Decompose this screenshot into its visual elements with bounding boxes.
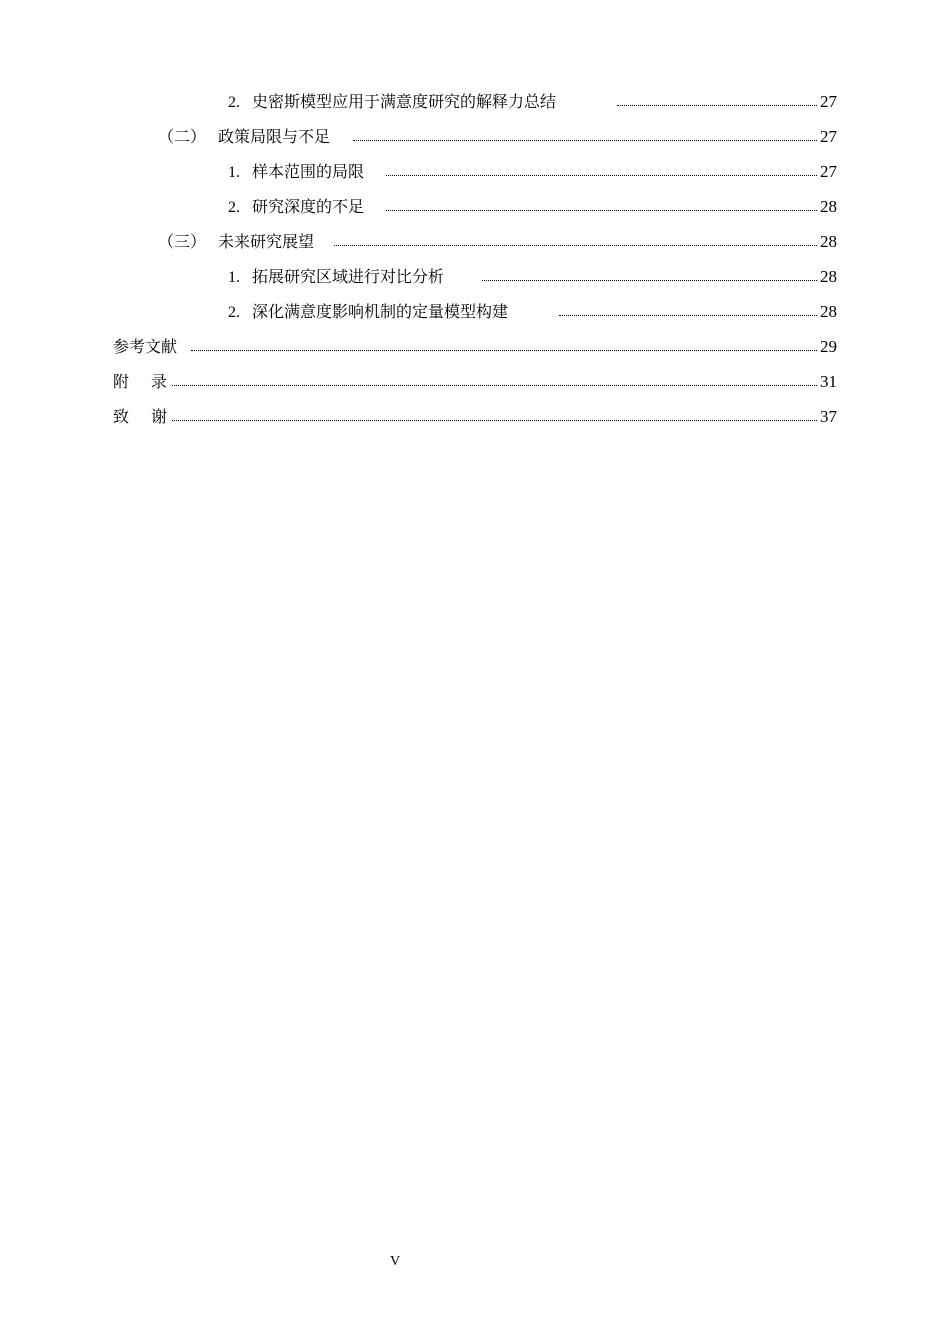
toc-entry[interactable] [0, 335, 950, 370]
toc-entry-marker: （二） [158, 127, 207, 146]
toc-page-number: 28 [820, 197, 837, 216]
toc-page-number: 27 [820, 127, 837, 146]
toc-entry-title: 研究深度的不足 [252, 197, 365, 216]
toc-entry-marker: 1. [228, 164, 240, 181]
toc-entry-marker: 2. [228, 94, 240, 111]
toc-leader-dots [334, 245, 817, 246]
toc-entry[interactable] [0, 370, 950, 405]
toc-entry-marker: 1. [228, 269, 240, 286]
toc-entry[interactable] [0, 195, 950, 230]
toc-page-number: 28 [820, 232, 837, 251]
toc-page-number: 29 [820, 337, 837, 356]
toc-entry[interactable] [0, 90, 950, 125]
table-of-contents [0, 90, 950, 440]
toc-entry[interactable] [0, 230, 950, 265]
toc-leader-dots [172, 385, 817, 386]
toc-entry[interactable] [0, 405, 950, 440]
toc-leader-dots [386, 175, 817, 176]
toc-entry[interactable] [0, 160, 950, 195]
toc-entry[interactable] [0, 265, 950, 300]
toc-leader-dots [559, 315, 817, 316]
toc-entry-text [113, 405, 189, 429]
toc-entry-text [228, 160, 364, 185]
toc-entry-text [228, 300, 508, 325]
toc-page-number: 27 [820, 92, 837, 111]
toc-entry-text [228, 265, 444, 290]
toc-leader-dots [386, 210, 817, 211]
toc-entry-title: 参考文献 [113, 337, 178, 356]
toc-entry-text [228, 90, 556, 115]
toc-entry-marker: 2. [228, 199, 240, 216]
toc-page-number: 31 [820, 372, 837, 391]
toc-entry-title: 致谢 [113, 407, 190, 426]
toc-entry-text [158, 125, 330, 149]
toc-entry[interactable] [0, 300, 950, 335]
toc-entry-title: 样本范围的局限 [252, 162, 365, 181]
toc-entry-title: 拓展研究区域进行对比分析 [252, 267, 445, 286]
toc-leader-dots [353, 140, 817, 141]
toc-entry[interactable] [0, 125, 950, 160]
toc-entry-text [228, 195, 364, 220]
toc-leader-dots [617, 105, 817, 106]
page-number-footer: V [389, 1254, 401, 1269]
toc-page-number: 28 [820, 267, 837, 286]
toc-entry-text [113, 370, 189, 394]
toc-entry-title: 未来研究展望 [218, 232, 315, 251]
toc-entry-title: 深化满意度影响机制的定量模型构建 [252, 302, 509, 321]
toc-leader-dots [172, 420, 817, 421]
toc-leader-dots [482, 280, 817, 281]
toc-entry-marker: 2. [228, 304, 240, 321]
toc-entry-title: 史密斯模型应用于满意度研究的解释力总结 [252, 92, 557, 111]
toc-page-number: 37 [820, 407, 837, 426]
toc-page-number: 27 [820, 162, 837, 181]
toc-entry-title: 附录 [113, 372, 190, 391]
toc-page-number: 28 [820, 302, 837, 321]
toc-entry-title: 政策局限与不足 [218, 127, 331, 146]
toc-entry-text [158, 230, 314, 254]
toc-entry-text [113, 335, 177, 359]
toc-entry-marker: （三） [158, 232, 207, 251]
toc-leader-dots [191, 350, 817, 351]
